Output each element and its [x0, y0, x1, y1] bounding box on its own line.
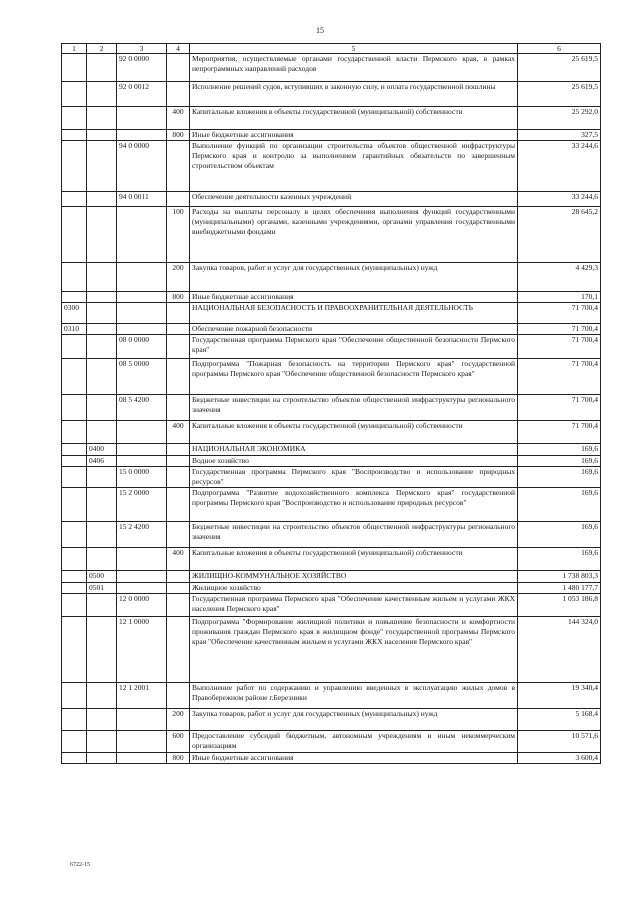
cell-expense-type	[167, 141, 190, 192]
cell-subsection	[87, 107, 117, 130]
cell-amount: 1 738 803,3	[518, 571, 601, 583]
cell-expense-type	[167, 522, 190, 548]
cell-target-code	[117, 571, 167, 583]
cell-target-code: 15 2 0000	[117, 488, 167, 522]
table-row	[62, 395, 601, 421]
cell-amount: 25 292,0	[518, 107, 601, 130]
cell-expense-type	[167, 54, 190, 82]
cell-subsection: 0400	[87, 444, 117, 456]
cell-description: Подпрограмма "Развитие водохозяйственного комплекса Пермского края" государственной программы Пермского края "Воспроизводство и использование природных ресурсов"	[190, 488, 518, 522]
cell-section	[62, 583, 87, 594]
table-row	[62, 263, 601, 292]
table-row	[62, 130, 601, 141]
cell-target-code	[117, 324, 167, 335]
cell-description: Обеспечение деятельности казенных учреждений	[190, 192, 518, 207]
cell-amount: 4 429,3	[518, 263, 601, 292]
cell-subsection: 0406	[87, 456, 117, 467]
table-row	[62, 709, 601, 731]
cell-description: Подпрограмма "Пожарная безопасность на территории Пермского края" государственной программы Пермского края "Обеспечение общественной безопасности Пермского края"	[190, 359, 518, 395]
cell-section	[62, 548, 87, 571]
cell-subsection	[87, 488, 117, 522]
table-row	[62, 617, 601, 683]
table-row	[62, 192, 601, 207]
cell-subsection	[87, 324, 117, 335]
cell-subsection	[87, 617, 117, 683]
cell-section	[62, 683, 87, 709]
header-col-4: 4	[167, 44, 190, 54]
table-row	[62, 594, 601, 617]
cell-description: Иные бюджетные ассигнования	[190, 753, 518, 764]
cell-description: Исполнение решений судов, вступивших в законную силу, и оплата государственной пошлины	[190, 82, 518, 107]
cell-section	[62, 107, 87, 130]
cell-expense-type: 200	[167, 263, 190, 292]
cell-expense-type	[167, 359, 190, 395]
cell-subsection	[87, 709, 117, 731]
cell-description: Бюджетные инвестиции на строительство объектов общественной инфраструктуры регионального значения	[190, 522, 518, 548]
cell-subsection	[87, 359, 117, 395]
table-row	[62, 359, 601, 395]
cell-subsection	[87, 548, 117, 571]
cell-expense-type: 200	[167, 709, 190, 731]
cell-section	[62, 488, 87, 522]
cell-section	[62, 753, 87, 764]
cell-expense-type	[167, 571, 190, 583]
cell-description: Иные бюджетные ассигнования	[190, 130, 518, 141]
table-row	[62, 548, 601, 571]
cell-expense-type: 600	[167, 731, 190, 753]
cell-amount: 71 700,4	[518, 303, 601, 324]
cell-target-code: 15 2 4200	[117, 522, 167, 548]
cell-section	[62, 571, 87, 583]
cell-target-code	[117, 207, 167, 263]
cell-expense-type	[167, 594, 190, 617]
cell-amount: 71 700,4	[518, 324, 601, 335]
cell-amount: 169,6	[518, 488, 601, 522]
cell-description: Бюджетные инвестиции на строительство объектов общественной инфраструктуры регионального значения	[190, 395, 518, 421]
cell-expense-type: 400	[167, 107, 190, 130]
cell-expense-type: 100	[167, 207, 190, 263]
cell-section	[62, 359, 87, 395]
table-row	[62, 54, 601, 82]
cell-subsection: 0500	[87, 571, 117, 583]
cell-description: НАЦИОНАЛЬНАЯ БЕЗОПАСНОСТЬ И ПРАВООХРАНИТЕЛЬНАЯ ДЕЯТЕЛЬНОСТЬ	[190, 303, 518, 324]
cell-subsection	[87, 54, 117, 82]
cell-amount: 169,6	[518, 444, 601, 456]
header-col-6: 6	[518, 44, 601, 54]
cell-section	[62, 207, 87, 263]
table-row	[62, 683, 601, 709]
header-col-2: 2	[87, 44, 117, 54]
cell-description: ЖИЛИЩНО-КОММУНАЛЬНОЕ ХОЗЯЙСТВО	[190, 571, 518, 583]
cell-amount: 71 700,4	[518, 395, 601, 421]
table-header-row	[62, 44, 601, 54]
cell-description: НАЦИОНАЛЬНАЯ ЭКОНОМИКА	[190, 444, 518, 456]
cell-subsection	[87, 683, 117, 709]
cell-section	[62, 456, 87, 467]
cell-description: Капитальные вложения в объекты государственной (муниципальной) собственности	[190, 548, 518, 571]
cell-section	[62, 54, 87, 82]
cell-expense-type	[167, 192, 190, 207]
cell-subsection	[87, 753, 117, 764]
cell-expense-type: 400	[167, 548, 190, 571]
cell-target-code	[117, 456, 167, 467]
table-row	[62, 467, 601, 488]
table-row	[62, 444, 601, 456]
cell-description: Жилищное хозяйство	[190, 583, 518, 594]
cell-target-code	[117, 130, 167, 141]
cell-target-code: 08 0 0000	[117, 335, 167, 359]
cell-section	[62, 444, 87, 456]
cell-amount: 169,6	[518, 548, 601, 571]
cell-amount: 71 700,4	[518, 359, 601, 395]
cell-target-code: 08 5 4200	[117, 395, 167, 421]
cell-target-code	[117, 444, 167, 456]
cell-description: Закупка товаров, работ и услуг для государственных (муниципальных) нужд	[190, 263, 518, 292]
cell-section	[62, 82, 87, 107]
cell-description: Предоставление субсидий бюджетным, автономным учреждениям и иным некоммерческим организациям	[190, 731, 518, 753]
cell-section	[62, 292, 87, 303]
table-row	[62, 141, 601, 192]
cell-target-code	[117, 731, 167, 753]
cell-target-code	[117, 292, 167, 303]
cell-target-code: 15 0 0000	[117, 467, 167, 488]
cell-amount: 25 619,5	[518, 82, 601, 107]
cell-section	[62, 395, 87, 421]
cell-expense-type: 800	[167, 753, 190, 764]
table-row	[62, 583, 601, 594]
cell-expense-type	[167, 456, 190, 467]
cell-target-code	[117, 548, 167, 571]
cell-subsection	[87, 522, 117, 548]
table-row	[62, 753, 601, 764]
cell-amount: 71 700,4	[518, 335, 601, 359]
cell-section	[62, 335, 87, 359]
cell-section	[62, 709, 87, 731]
cell-subsection	[87, 395, 117, 421]
cell-target-code	[117, 421, 167, 444]
cell-amount: 33 244,6	[518, 141, 601, 192]
cell-section	[62, 421, 87, 444]
cell-subsection	[87, 263, 117, 292]
cell-description: Обеспечение пожарной безопасности	[190, 324, 518, 335]
table-row	[62, 292, 601, 303]
cell-expense-type: 800	[167, 130, 190, 141]
cell-target-code	[117, 583, 167, 594]
cell-section	[62, 731, 87, 753]
cell-section	[62, 617, 87, 683]
cell-expense-type	[167, 444, 190, 456]
cell-description: Государственная программа Пермского края "Обеспечение общественной безопасности Пермского края"	[190, 335, 518, 359]
cell-expense-type	[167, 583, 190, 594]
cell-target-code	[117, 709, 167, 731]
cell-expense-type	[167, 467, 190, 488]
table-row	[62, 456, 601, 467]
cell-description: Расходы на выплаты персоналу в целях обеспечения выполнения функций государственными (муниципальными) органами, казенными учреждениями, органами управления государственными внебюджетными фондами	[190, 207, 518, 263]
cell-subsection	[87, 421, 117, 444]
table-row	[62, 207, 601, 263]
cell-target-code: 92 0 0000	[117, 54, 167, 82]
table-row	[62, 82, 601, 107]
cell-expense-type: 800	[167, 292, 190, 303]
cell-section	[62, 594, 87, 617]
cell-description: Подпрограмма "Формирование жилищной политики и повышение безопасности и комфортности проживания граждан Пермского края в жилищном фонде" государственной программы Пермского края "Обеспечение качественным жильем и услугами ЖКХ населения Пермского края"	[190, 617, 518, 683]
cell-amount: 144 324,0	[518, 617, 601, 683]
cell-section	[62, 522, 87, 548]
cell-target-code: 92 0 0012	[117, 82, 167, 107]
cell-subsection	[87, 467, 117, 488]
table-row	[62, 303, 601, 324]
cell-amount: 327,5	[518, 130, 601, 141]
cell-expense-type	[167, 303, 190, 324]
cell-subsection	[87, 594, 117, 617]
cell-amount: 28 645,2	[518, 207, 601, 263]
cell-section	[62, 192, 87, 207]
table-row	[62, 571, 601, 583]
table-row	[62, 488, 601, 522]
cell-subsection	[87, 130, 117, 141]
cell-amount: 25 619,5	[518, 54, 601, 82]
cell-section	[62, 141, 87, 192]
cell-subsection	[87, 207, 117, 263]
cell-target-code: 94 0 0011	[117, 192, 167, 207]
cell-subsection	[87, 292, 117, 303]
cell-description: Выполнение работ по содержанию и управлению введенных в эксплуатацию жилых домов в Правобережном районе г.Березники	[190, 683, 518, 709]
footer-code: 6722-15	[70, 862, 90, 868]
cell-amount: 1 480 177,7	[518, 583, 601, 594]
cell-expense-type	[167, 683, 190, 709]
cell-amount: 170,1	[518, 292, 601, 303]
table-body	[62, 54, 601, 764]
page-number: 15	[316, 26, 324, 35]
header-col-5: 5	[190, 44, 518, 54]
cell-description: Капитальные вложения в объекты государственной (муниципальной) собственности	[190, 107, 518, 130]
table-row	[62, 107, 601, 130]
cell-expense-type	[167, 82, 190, 107]
cell-expense-type	[167, 324, 190, 335]
cell-amount: 33 244,6	[518, 192, 601, 207]
table-row	[62, 522, 601, 548]
cell-description: Водное хозяйство	[190, 456, 518, 467]
cell-subsection	[87, 335, 117, 359]
cell-target-code: 12 1 0000	[117, 617, 167, 683]
cell-subsection	[87, 303, 117, 324]
cell-expense-type	[167, 617, 190, 683]
cell-amount: 169,6	[518, 456, 601, 467]
cell-subsection	[87, 192, 117, 207]
cell-description: Выполнение функций по организации строительства объектов общественной инфраструктуры Пермского края и контролю за выполнением гарантийных обязательств по завершенным строительством объектам	[190, 141, 518, 192]
cell-target-code	[117, 303, 167, 324]
cell-amount: 10 571,6	[518, 731, 601, 753]
cell-amount: 169,6	[518, 522, 601, 548]
cell-subsection	[87, 82, 117, 107]
cell-target-code	[117, 263, 167, 292]
cell-expense-type	[167, 395, 190, 421]
cell-target-code: 12 1 2001	[117, 683, 167, 709]
header-col-1: 1	[62, 44, 87, 54]
cell-description: Мероприятия, осуществляемые органами государственной власти Пермского края, в рамках непрограммных направлений расходов	[190, 54, 518, 82]
table-row	[62, 421, 601, 444]
cell-description: Государственная программа Пермского края "Воспроизводство и использование природных ресурсов"	[190, 467, 518, 488]
cell-description: Закупка товаров, работ и услуг для государственных (муниципальных) нужд	[190, 709, 518, 731]
table-row	[62, 731, 601, 753]
cell-section	[62, 263, 87, 292]
budget-table	[61, 43, 601, 764]
cell-target-code: 12 0 0000	[117, 594, 167, 617]
cell-amount: 71 700,4	[518, 421, 601, 444]
cell-amount: 19 340,4	[518, 683, 601, 709]
cell-target-code	[117, 107, 167, 130]
cell-description: Государственная программа Пермского края "Обеспечение качественным жильем и услугами ЖКХ населения Пермского края"	[190, 594, 518, 617]
cell-target-code: 94 0 0000	[117, 141, 167, 192]
table-row	[62, 335, 601, 359]
cell-section: 0300	[62, 303, 87, 324]
cell-section	[62, 130, 87, 141]
cell-description: Иные бюджетные ассигнования	[190, 292, 518, 303]
cell-section: 0310	[62, 324, 87, 335]
cell-section	[62, 467, 87, 488]
cell-target-code: 08 5 0000	[117, 359, 167, 395]
cell-description: Капитальные вложения в объекты государственной (муниципальной) собственности	[190, 421, 518, 444]
cell-expense-type	[167, 335, 190, 359]
cell-amount: 3 600,4	[518, 753, 601, 764]
cell-amount: 1 053 186,8	[518, 594, 601, 617]
cell-subsection	[87, 731, 117, 753]
cell-subsection: 0501	[87, 583, 117, 594]
cell-target-code	[117, 753, 167, 764]
cell-expense-type	[167, 488, 190, 522]
header-col-3: 3	[117, 44, 167, 54]
cell-subsection	[87, 141, 117, 192]
cell-expense-type: 400	[167, 421, 190, 444]
cell-amount: 169,6	[518, 467, 601, 488]
table-row	[62, 324, 601, 335]
cell-amount: 5 168,4	[518, 709, 601, 731]
